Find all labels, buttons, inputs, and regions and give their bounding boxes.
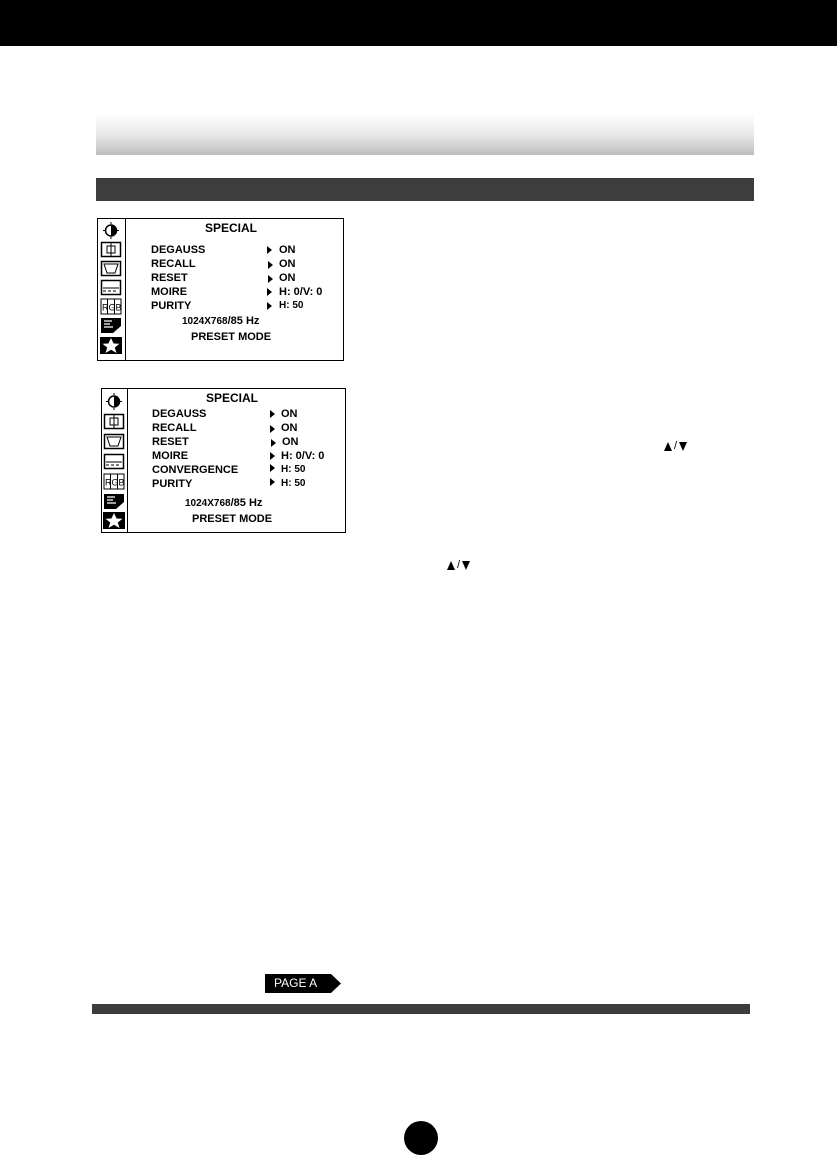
osd-row-value: ON — [282, 436, 299, 448]
down-arrow-icon — [679, 442, 687, 451]
moire-icon — [100, 279, 122, 296]
page-number-dot — [404, 1121, 438, 1155]
size-icon — [100, 241, 122, 258]
osd-resolution-value: 1024X768 — [185, 498, 231, 509]
osd-row-moire — [152, 449, 342, 463]
arrow-right-icon — [270, 478, 275, 486]
osd-row-label: MOIRE — [151, 286, 188, 298]
osd-special-menu-1 — [97, 218, 344, 361]
up-arrow-icon — [664, 442, 672, 451]
osd-row-value: ON — [281, 422, 298, 434]
arrow-right-icon — [267, 288, 272, 296]
osd-preset-mode: PRESET MODE — [192, 513, 273, 525]
up-down-arrows-icon — [664, 440, 687, 452]
osd-row-value: H: 50 — [281, 478, 306, 489]
title-band — [96, 113, 754, 155]
rgb-icon — [103, 473, 125, 490]
osd-row-label: DEGAUSS — [152, 408, 207, 420]
osd-row-label: RESET — [152, 436, 189, 448]
svg-text:G: G — [108, 302, 116, 313]
osd-row-purity — [152, 477, 342, 491]
arrow-right-icon — [267, 246, 272, 254]
osd-resolution-value: 1024X768 — [182, 316, 228, 327]
osd-row-purity — [151, 299, 341, 313]
osd-row-value: H: 0/V: 0 — [281, 450, 325, 462]
arrow-right-icon — [270, 410, 275, 418]
osd-row-value: ON — [279, 272, 296, 284]
rgb-icon — [100, 298, 122, 315]
special-icon — [100, 337, 122, 354]
osd-row-recall — [151, 257, 341, 271]
osd-title: SPECIAL — [206, 391, 259, 405]
page-a-tag — [265, 974, 341, 993]
osd-row-label: RECALL — [151, 258, 196, 270]
section-header-bar — [96, 178, 754, 201]
arrow-right-icon — [268, 261, 273, 269]
size-icon — [103, 413, 125, 430]
osd-special-menu-2 — [101, 388, 346, 533]
svg-text:R: R — [102, 302, 109, 313]
moire-icon — [103, 453, 125, 470]
osd-row-convergence — [152, 463, 342, 477]
osd-row-value: H: 0/V: 0 — [279, 286, 323, 298]
geometry-icon — [100, 260, 122, 277]
osd-row-reset — [152, 435, 342, 449]
special-icon — [103, 512, 125, 529]
arrow-right-icon — [271, 439, 276, 447]
osd-refresh-rate: /85 Hz — [227, 315, 260, 327]
arrow-right-icon — [268, 275, 273, 283]
language-icon — [100, 317, 122, 334]
osd-row-label: PURITY — [152, 478, 193, 490]
osd-row-value: ON — [279, 258, 296, 270]
osd-row-moire — [151, 285, 341, 299]
osd-resolution — [185, 497, 262, 509]
brightness-icon — [103, 393, 125, 410]
language-icon — [103, 493, 125, 510]
arrow-right-icon — [270, 425, 275, 433]
up-arrow-icon — [447, 561, 455, 570]
osd-row-degauss — [151, 243, 341, 257]
osd-refresh-rate: /85 Hz — [230, 497, 263, 509]
osd-row-degauss — [152, 407, 342, 421]
osd-row-value: ON — [279, 244, 296, 256]
svg-text:G: G — [111, 477, 119, 488]
brightness-icon — [100, 222, 122, 239]
arrow-right-icon — [270, 452, 275, 460]
footer-bar — [92, 1004, 750, 1014]
slash-icon: / — [457, 559, 461, 572]
osd-row-value: ON — [281, 408, 298, 420]
arrow-right-icon — [270, 464, 275, 472]
svg-text:R: R — [105, 477, 112, 488]
slash-icon: / — [674, 440, 678, 453]
osd-row-label: MOIRE — [152, 450, 189, 462]
arrow-right-icon — [267, 302, 272, 310]
osd-row-label: RECALL — [152, 422, 197, 434]
svg-text:B: B — [118, 477, 125, 488]
osd-icon-column — [102, 389, 128, 532]
svg-text:B: B — [115, 302, 122, 313]
osd-title: SPECIAL — [205, 221, 258, 235]
osd-row-label: DEGAUSS — [151, 244, 206, 256]
osd-row-value: H: 50 — [279, 300, 304, 311]
osd-row-recall — [152, 421, 342, 435]
osd-preset-mode: PRESET MODE — [191, 331, 272, 343]
osd-resolution — [182, 315, 259, 327]
up-down-arrows-icon — [447, 559, 470, 571]
osd-row-label: CONVERGENCE — [152, 464, 239, 476]
top-black-bar — [0, 0, 837, 46]
page-tag-label: PAGE A — [274, 976, 318, 990]
osd-row-label: PURITY — [151, 300, 192, 312]
osd-row-label: RESET — [151, 272, 188, 284]
down-arrow-icon — [462, 561, 470, 570]
osd-row-reset — [151, 271, 341, 285]
osd-row-value: H: 50 — [281, 464, 306, 475]
geometry-icon — [103, 433, 125, 450]
osd-icon-column — [98, 219, 126, 360]
